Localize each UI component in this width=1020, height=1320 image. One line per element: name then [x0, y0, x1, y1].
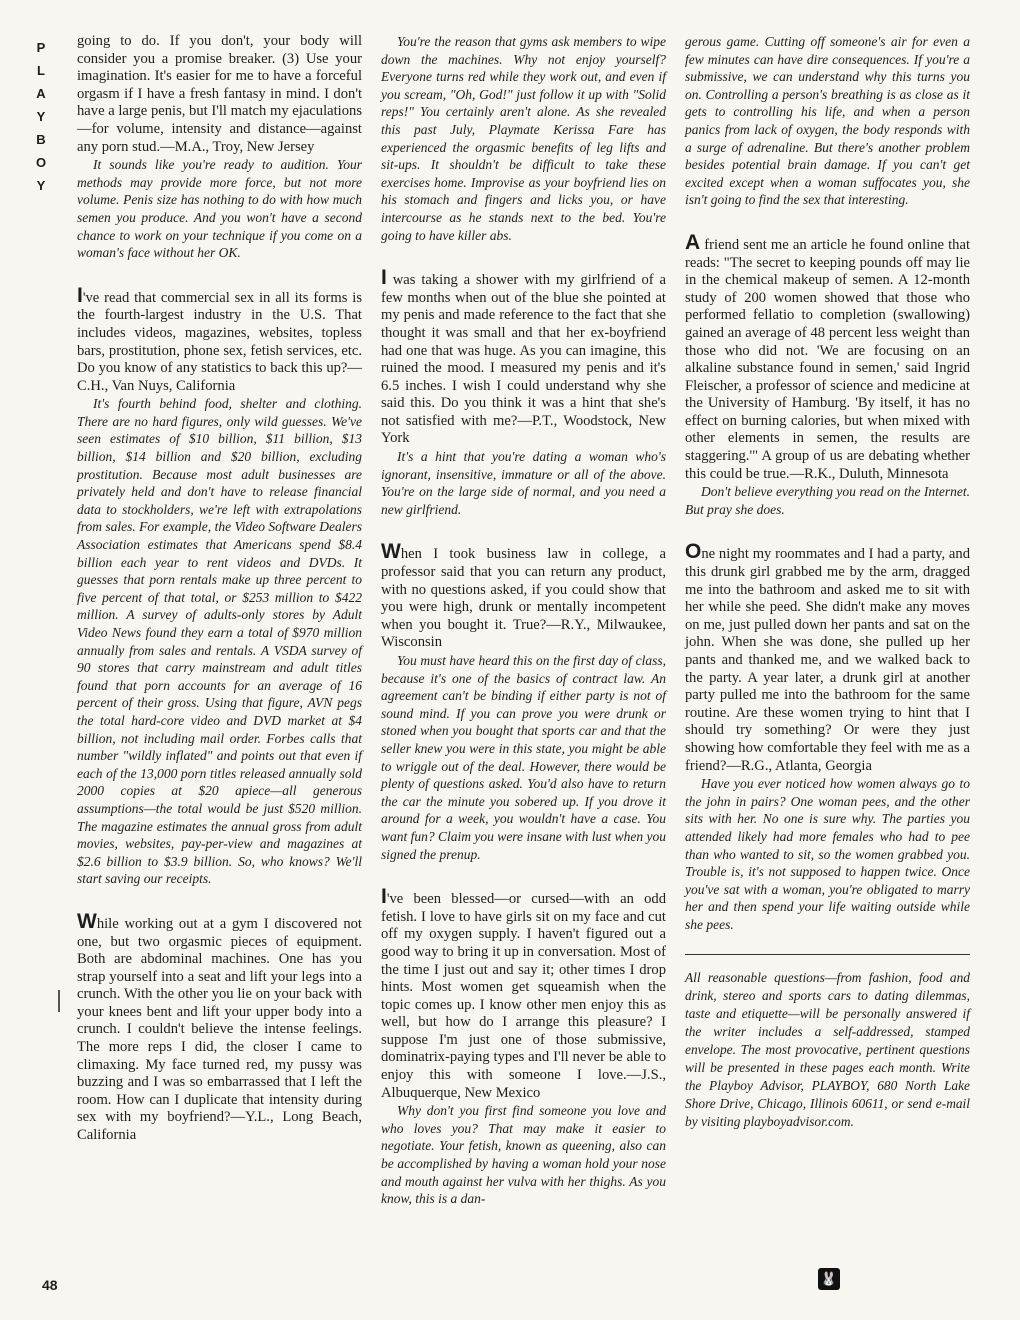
advisor-answer: It's a hint that you're dating a woman who's ignorant, insensitive, immature or all of the above. You're on the large side of normal, and you need a new girlfriend.: [381, 449, 666, 517]
title-letter: Y: [36, 109, 46, 124]
column-3: [685, 33, 970, 1131]
letter-text: going to do. If you don't, your body will consider you a promise breaker. (3) Use your imagination. It's easier for me to have a forceful orgasm if I have a fresh fantasy in mind. I don't have a large penis, but I'll match my ejaculations—for volume, intensity and distance—against any porn stud.—M.A., Troy, New Jersey: [77, 33, 362, 155]
advisor-answer: You must have heard this on the first day of class, because it's one of the basics of contract law. An agreement can't be binding if either party is not of sound mind. If you can prove you were drunk or stoned when you bought that sports car and that the seller knew you were in this state, you might be able to wriggle out of the deal. However, there would be plenty of questions asked. You'd also have to return the car the minute you sobered up. If you drove it around for a week, you wouldn't have a case. You want fun? Claim you were insane with lust when you signed the prenup.: [381, 653, 666, 862]
advisor-answer: It sounds like you're ready to audition. Your methods may provide more force, but not more volume. Penis size has nothing to do with how much semen you produce. And you won't have a second chance to work on your technique if you come on a woman's face without her OK.: [77, 157, 362, 261]
title-letter: L: [37, 63, 45, 78]
letter-text: A friend sent me an article he found online that reads: "The secret to keeping pounds off may lie in the chemical makeup of semen. A 12-month study of 200 women showed that those who performed fellatio to completion (swallowing) gained an average of 48 percent less weight than those who did not. 'We are focusing on an alkaline substance found in semen,' said Ingrid Fleischer, a professor of science and medicine at the University of Hamburg. 'By itself, it has no effect on burning calories, but when mixed with other elements in semen, the results are staggering.'" A group of us are debating whether this could be true.—R.K., Duluth, Minnesota: [685, 230, 970, 482]
drop-cap: W: [381, 540, 401, 564]
advisor-answer: Why don't you first find someone you love and who loves you? That may make it easier to negotiate. Your fetish, known as queening, also can be accomplished by having a woman hold your nose and mouth against her vulva with her thighs. As you know, this is a dan-: [381, 1103, 666, 1207]
drop-cap: O: [685, 540, 702, 564]
advisor-answer: Don't believe everything you read on the Internet. But pray she does.: [685, 484, 970, 517]
page-number: 48: [42, 1277, 58, 1293]
divider: [685, 954, 970, 955]
advisor-answer: gerous game. Cutting off someone's air for even a few minutes can have dire consequences. If you're a submissive, we can understand why this turns you on. Controlling a person's breathing is as close as it gets to controlling his life, and when a person panics from lack of oxygen, the body responds with a surge of adrenaline. But there's another problem besides potential brain damage. If you can't get excited except when a woman suffocates you, she isn't going to find the sex that interesting.: [685, 34, 970, 208]
drop-cap: I: [381, 885, 387, 909]
title-letter: O: [35, 155, 47, 170]
drop-cap: I: [77, 283, 83, 307]
title-letter: Y: [36, 178, 46, 193]
drop-cap: I: [381, 266, 387, 290]
title-letter: P: [36, 40, 46, 55]
letter-text: One night my roommates and I had a party, and this drunk girl grabbed me by the arm, dragged me into the bathroom and asked me to sit with her while she peed. She didn't make any moves on me, just pulled down her pants and sat on the john. When she was done, she pulled up her pants and thanked me, and we walked back to the party. A year later, a drunk girl at another party pulled me into the bathroom for the same routine. Are these women trying to hint that I should try something? Or were they just showing how comfortable they feel with me as a friend?—R.G., Atlanta, Georgia: [685, 540, 970, 774]
letter-text: I've been blessed—or cursed—with an odd fetish. I love to have girls sit on my face and cut off my oxygen supply. I haven't figured out a good way to bring it up in conversation. Most of the time I just out and say it; other times I drop hints. Most women get squeamish when the topic comes up. I know other men enjoy this as well, but how do I arrange this pleasure? I suppose I'm just one of those submissive, dominatrix-paying types and I'll never be able to enjoy this with someone I love.—J.S., Albuquerque, New Mexico: [381, 885, 666, 1101]
rabbit-logo-icon: 🐰: [818, 1268, 840, 1290]
drop-cap: A: [685, 230, 701, 254]
column-1: [77, 33, 362, 1145]
magazine-vertical-title: [26, 36, 56, 197]
drop-cap: W: [77, 909, 97, 933]
letter-text: I was taking a shower with my girlfriend of a few months when out of the blue she pointed at my penis and made reference to the fact that she thought it was small and that her ex-boyfriend had one that was huge. As you can imagine, this ruined the mood. I measured my penis and it's 6.5 inches. I wish I could understand why she said this. Do you think it was a hint that she's not satisfied with me?—P.T., Woodstock, New York: [381, 266, 666, 447]
letter-text: While working out at a gym I discovered not one, but two orgasmic pieces of equipment. Both are abdominal machines. One has you strap yourself into a seat and lift your legs into a crunch. With the other you lie on your back with your knees bent and lift your upper body into a crunch. I couldn't believe the intense feelings. The more reps I did, the closer I came to climaxing. My face turned red, my pussy was buzzing and I was so embarrassed that I left the room. How can I duplicate that intensity during sex with my boyfriend?—Y.L., Long Beach, California: [77, 909, 362, 1144]
title-letter: A: [36, 86, 46, 101]
letter-text: When I took business law in college, a professor said that you can return any product, with no questions asked, if you could show that you were high, drunk or mentally incompetent when you bought it. True?—R.Y., Milwaukee, Wisconsin: [381, 540, 666, 651]
margin-mark: [58, 990, 60, 1012]
advisor-answer: Have you ever noticed how women always go to the john in pairs? One woman pees, and the other sits with her. No one is sure why. The parties you attended likely had more females who had to pee than who wanted to sit, so the women grabbed you. Trouble is, it's not supposed to happen twice. Once you've sat with a woman, you're obligated to marry her and then spend your life waiting outside while she pees.: [685, 776, 970, 932]
advisor-footer-note: All reasonable questions—from fashion, food and drink, stereo and sports cars to dating dilemmas, taste and etiquette—will be personally answered if the writer includes a self-addressed, stamped envelope. The most provocative, pertinent questions will be presented in these pages each month. Write the Playboy Advisor, PLAYBOY, 680 North Lake Shore Drive, Chicago, Illinois 60611, or send e-mail by visiting playboyadvisor.com.: [685, 969, 970, 1129]
column-2: [381, 33, 666, 1208]
letter-text: I've read that commercial sex in all its forms is the fourth-largest industry in the U.S. That includes videos, magazines, websites, topless bars, prostitution, phone sex, fetish services, etc. Do you know of any statistics to back this up?—C.H., Van Nuys, California: [77, 283, 362, 394]
advisor-answer: It's fourth behind food, shelter and clothing. There are no hard figures, only wild guesses. We've seen estimates of $10 billion, $11 billion, $13 billion, $14 billion and $20 billion, excluding prostitution. Because most adult businesses are privately held and don't have to release financial data to stockholders, we're left with extrapolations from sales. For example, the Video Software Dealers Association estimates that Americans spend $8.4 billion each year to rent videos and DVDs. It guesses that porn rentals make up three percent to five percent of that total, or $253 million to $422 million. A survey of adults-only stores by Adult Video News found they earn a total of $970 million annually from sales and rentals. A VSDA survey of 90 stores that carry mainstream and adult titles found that porn accounts for an average of 16 percent of their gross. Using that figure, AVN pegs the total hard-core video and DVD market at $4 billion, not including mail order. Forbes calls that number "wildly inflated" and points out that even if each of the 13,000 porn titles released annually sold 2000 copies at $20 apiece—all generous assumptions—the total would be just $520 million. The magazine estimates the annual gross from adult movies, websites, pay-per-view and magazines at $2.6 billion to $3.9 billion. So, who knows? We'll start saving our receipts.: [77, 396, 362, 887]
title-letter: B: [36, 132, 46, 147]
advisor-answer: You're the reason that gyms ask members to wipe down the machines. Why not enjoy yourself? Everyone turns red while they work out, and even if you scream, "Oh, God!" just follow it up with "Solid reps!" You certainly aren't alone. As she revealed this past July, Playmate Kerissa Fare has experienced the orgasmic benefits of leg lifts and sit-ups. It shouldn't be difficult to take these exercises home. Improvise as your boyfriend lies on his stomach and fingers and licks you, or have intercourse as he stands next to the bed. You're going to have killer abs.: [381, 34, 666, 243]
